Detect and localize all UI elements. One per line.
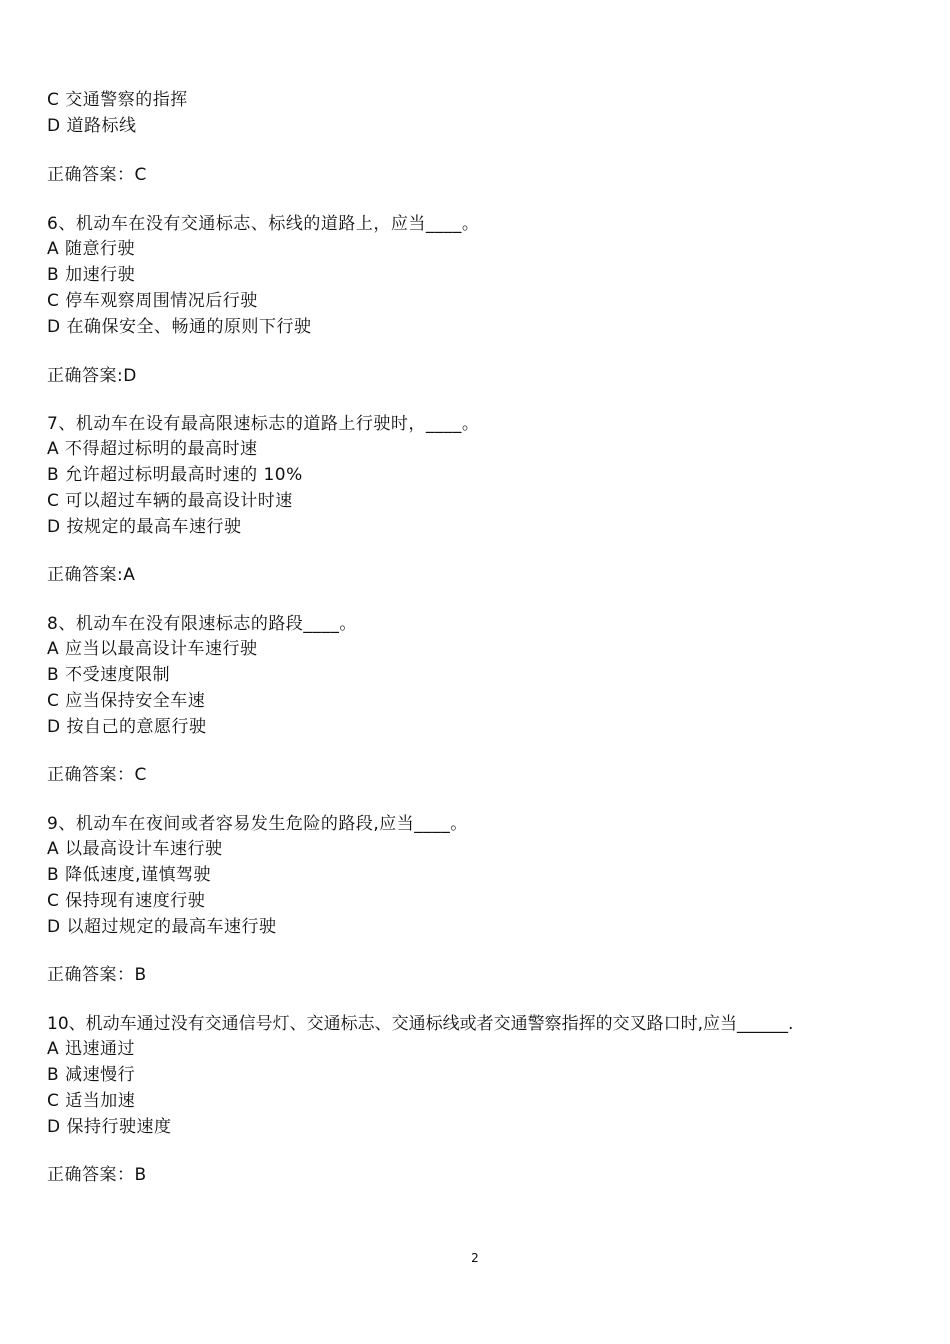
option-c-q9: C 保持现有速度行驶 (47, 891, 206, 911)
option-b-q8: B 不受速度限制 (47, 665, 171, 685)
option-d-q5: D 道路标线 (47, 116, 137, 136)
option-d-q10: D 保持行驶速度 (47, 1117, 172, 1137)
question-9: 9、机动车在夜间或者容易发生危险的路段,应当____。 (47, 814, 468, 834)
option-a-q6: A 随意行驶 (47, 239, 136, 259)
question-8: 8、机动车在没有限速标志的路段____。 (47, 614, 357, 634)
option-c-q6: C 停车观察周围情况后行驶 (47, 291, 258, 311)
option-a-q8: A 应当以最高设计车速行驶 (47, 639, 258, 659)
option-d-q6: D 在确保安全、畅通的原则下行驶 (47, 317, 312, 337)
question-10: 10、机动车通过没有交通信号灯、交通标志、交通标线或者交通警察指挥的交叉路口时,应当______. (47, 1014, 794, 1034)
answer-q8: 正确答案：C (47, 765, 147, 785)
page-number: 2 (471, 1251, 479, 1265)
answer-q9: 正确答案：B (47, 965, 147, 985)
answer-q7: 正确答案:A (47, 565, 136, 585)
answer-q10: 正确答案：B (47, 1165, 147, 1185)
option-b-q6: B 加速行驶 (47, 265, 136, 285)
answer-q5: 正确答案：C (47, 165, 147, 185)
option-c-q10: C 适当加速 (47, 1091, 136, 1111)
option-b-q10: B 减速慢行 (47, 1065, 136, 1085)
option-d-q8: D 按自己的意愿行驶 (47, 717, 207, 737)
option-d-q7: D 按规定的最高车速行驶 (47, 517, 242, 537)
option-b-q9: B 降低速度,谨慎驾驶 (47, 865, 211, 885)
option-c-q7: C 可以超过车辆的最高设计时速 (47, 491, 293, 511)
option-a-q10: A 迅速通过 (47, 1039, 136, 1059)
option-c-q5: C 交通警察的指挥 (47, 90, 188, 110)
option-b-q7: B 允许超过标明最高时速的 10% (47, 465, 303, 485)
answer-q6: 正确答案:D (47, 366, 137, 386)
option-d-q9: D 以超过规定的最高车速行驶 (47, 917, 277, 937)
option-a-q7: A 不得超过标明的最高时速 (47, 439, 258, 459)
question-7: 7、机动车在设有最高限速标志的道路上行驶时，____。 (47, 414, 480, 434)
option-c-q8: C 应当保持安全车速 (47, 691, 206, 711)
option-a-q9: A 以最高设计车速行驶 (47, 839, 223, 859)
question-6: 6、机动车在没有交通标志、标线的道路上，应当____。 (47, 214, 480, 234)
